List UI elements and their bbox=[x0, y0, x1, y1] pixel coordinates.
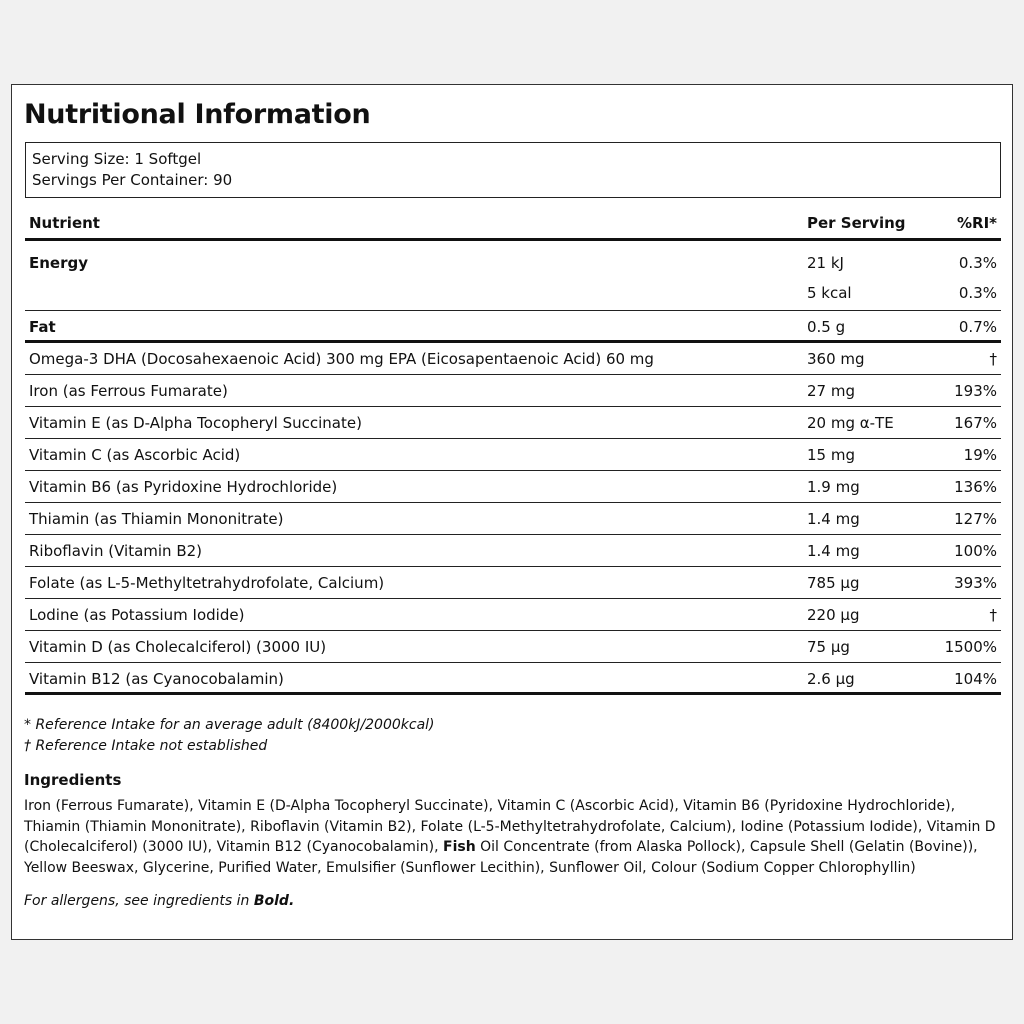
footnotes bbox=[24, 715, 435, 757]
nutrient-name: Vitamin D (as Cholecalciferol) (3000 IU) bbox=[29, 638, 327, 656]
header-nutrient: Nutrient bbox=[29, 214, 100, 232]
table-row bbox=[25, 631, 1001, 663]
nutrient-per-serving: 1.9 mg bbox=[807, 478, 860, 496]
page-title: Nutritional Information bbox=[24, 99, 371, 130]
fat-ri: 0.7% bbox=[958, 318, 997, 336]
nutrient-ri: 393% bbox=[954, 574, 997, 592]
nutrient-name: Thiamin (as Thiamin Mononitrate) bbox=[29, 510, 284, 528]
nutrient-ri: 1500% bbox=[944, 638, 997, 656]
not-established-note: † Reference Intake not established bbox=[24, 738, 268, 754]
serving-size: Serving Size: 1 Softgel bbox=[32, 150, 202, 168]
nutrient-per-serving: 1.4 mg bbox=[807, 510, 860, 528]
table-row bbox=[25, 535, 1001, 567]
table-row bbox=[25, 663, 1001, 695]
nutrient-name: Vitamin C (as Ascorbic Acid) bbox=[29, 446, 241, 464]
nutrition-panel bbox=[11, 84, 1013, 940]
nutrient-name: Riboflavin (Vitamin B2) bbox=[29, 542, 203, 560]
ingredients-allergen-word: Fish bbox=[443, 839, 476, 855]
nutrient-per-serving: 360 mg bbox=[807, 350, 865, 368]
nutrient-ri: 167% bbox=[954, 414, 997, 432]
table-row bbox=[25, 503, 1001, 535]
nutrient-name: Vitamin E (as D-Alpha Tocopheryl Succinate) bbox=[29, 414, 362, 432]
table-row bbox=[25, 407, 1001, 439]
table-row bbox=[25, 375, 1001, 407]
allergen-note bbox=[24, 893, 294, 909]
allergen-note-bold: Bold. bbox=[253, 893, 295, 909]
nutrient-per-serving: 785 μg bbox=[807, 574, 860, 592]
nutrient-name: Lodine (as Potassium Iodide) bbox=[29, 606, 245, 624]
nutrient-ri: 100% bbox=[954, 542, 997, 560]
energy-label: Energy bbox=[29, 254, 89, 272]
fat-per-serving: 0.5 g bbox=[807, 318, 846, 336]
table-header-row bbox=[25, 201, 1001, 241]
nutrient-name: Vitamin B12 (as Cyanocobalamin) bbox=[29, 670, 284, 688]
nutrient-name: Folate (as L-5-Methyltetrahydrofolate, Calcium) bbox=[29, 574, 385, 592]
energy-kj: 21 kJ bbox=[807, 254, 844, 272]
serving-info-box bbox=[25, 142, 1001, 198]
fat-label: Fat bbox=[29, 318, 56, 336]
ingredients-heading: Ingredients bbox=[24, 771, 122, 789]
nutrient-per-serving: 27 mg bbox=[807, 382, 855, 400]
table-row-fat bbox=[25, 311, 1001, 343]
ingredients-text-after: Oil Concentrate (from Alaska Pollock), Capsule Shell (Gelatin (Bovine)), Yellow Beeswax, Glycerine, Purified Water, Emulsifier (Sunflower Lecithin), Sunflower Oil, Colour (Sodium Copper Chlorophyllin) bbox=[24, 839, 978, 876]
energy-kj-ri: 0.3% bbox=[958, 254, 997, 272]
table-row bbox=[25, 567, 1001, 599]
nutrient-per-serving: 1.4 mg bbox=[807, 542, 860, 560]
nutrient-ri: 104% bbox=[954, 670, 997, 688]
table-row-energy bbox=[25, 241, 1001, 311]
energy-kcal-ri: 0.3% bbox=[958, 284, 997, 302]
nutrient-per-serving: 2.6 μg bbox=[807, 670, 855, 688]
table-row bbox=[25, 471, 1001, 503]
allergen-note-text: For allergens, see ingredients in bbox=[24, 893, 254, 909]
nutrient-ri: 193% bbox=[954, 382, 997, 400]
nutrient-name: Iron (as Ferrous Fumarate) bbox=[29, 382, 228, 400]
nutrient-table bbox=[25, 201, 1001, 695]
servings-per-container: Servings Per Container: 90 bbox=[32, 171, 233, 189]
table-row bbox=[25, 599, 1001, 631]
energy-kcal: 5 kcal bbox=[807, 284, 852, 302]
reference-intake-note: * Reference Intake for an average adult (8400kJ/2000kcal) bbox=[24, 717, 435, 733]
header-per-serving: Per Serving bbox=[807, 214, 906, 232]
nutrient-ri: 19% bbox=[963, 446, 997, 464]
table-row bbox=[25, 343, 1001, 375]
nutrient-ri: 136% bbox=[954, 478, 997, 496]
header-ri: %RI* bbox=[956, 214, 997, 232]
ingredients-text bbox=[24, 796, 1000, 878]
nutrient-per-serving: 75 μg bbox=[807, 638, 850, 656]
nutrient-ri: 127% bbox=[954, 510, 997, 528]
nutrient-per-serving: 220 μg bbox=[807, 606, 860, 624]
ingredients-text-before: Iron (Ferrous Fumarate), Vitamin E (D-Alpha Tocopheryl Succinate), Vitamin C (Ascorbic Acid), Vitamin B6 (Pyridoxine Hydrochloride), Thiamin (Thiamin Mononitrate), Riboflavin (Vitamin B2), Folate (L-5-Methyltetrahydrofolate, Calcium), Iodine (Potassium Iodide), Vitamin D (Cholecalciferol) (3000 IU), Vitamin B12 (Cyanocobalamin), bbox=[24, 798, 996, 855]
nutrient-name: Vitamin B6 (as Pyridoxine Hydrochloride) bbox=[29, 478, 338, 496]
nutrient-per-serving: 20 mg α-TE bbox=[807, 414, 894, 432]
nutrient-name: Omega-3 DHA (Docosahexaenoic Acid) 300 mg EPA (Eicosapentaenoic Acid) 60 mg bbox=[29, 350, 654, 368]
nutrient-ri: † bbox=[989, 350, 997, 368]
nutrient-per-serving: 15 mg bbox=[807, 446, 855, 464]
table-row bbox=[25, 439, 1001, 471]
nutrient-ri: † bbox=[989, 606, 997, 624]
